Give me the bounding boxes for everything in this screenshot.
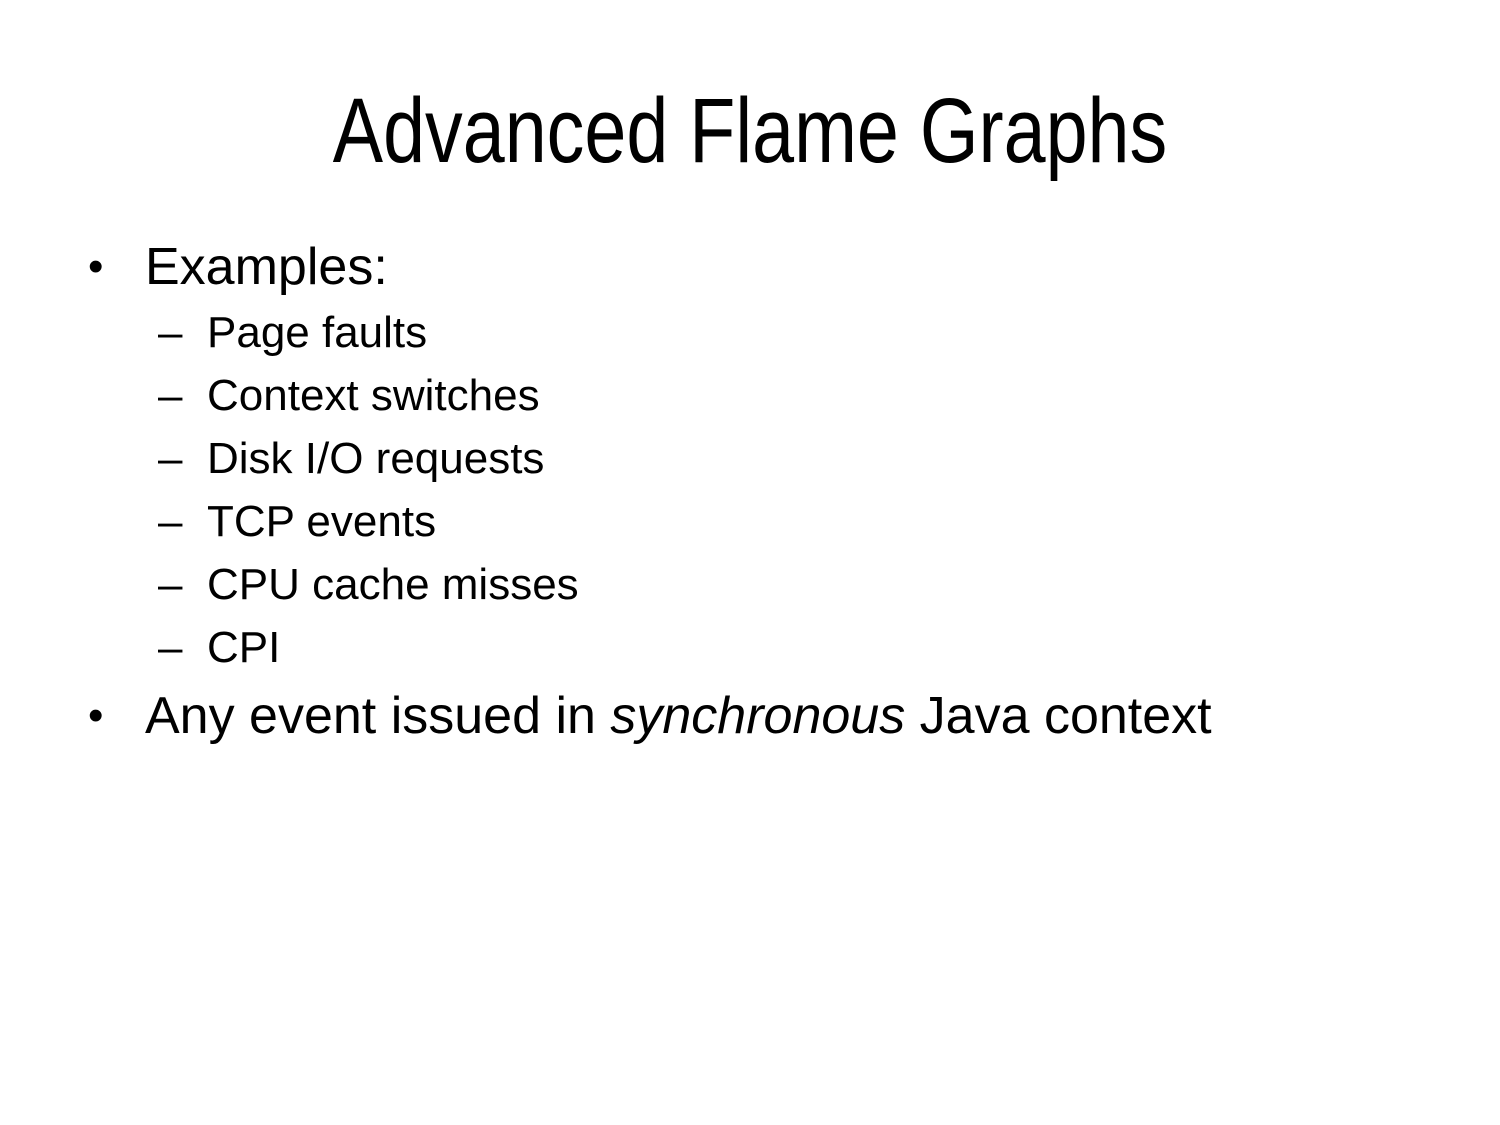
bullet-examples-label: Examples:	[145, 238, 388, 296]
dash-icon: –	[158, 308, 183, 357]
list-item	[0, 301, 579, 364]
list-item	[0, 490, 579, 553]
dash-icon: –	[158, 623, 183, 672]
list-item-label: TCP events	[207, 497, 437, 546]
list-item	[0, 427, 579, 490]
bullet-row-closing	[0, 685, 1500, 748]
bullet-icon: •	[88, 242, 104, 291]
bullet-closing-label	[145, 685, 1212, 747]
closing-prefix: Any event issued in	[145, 687, 611, 745]
dash-icon: –	[158, 560, 183, 609]
list-item-label: CPU cache misses	[207, 560, 579, 609]
list-item-label: Page faults	[207, 308, 428, 357]
dash-icon: –	[158, 434, 183, 483]
dash-icon: –	[158, 371, 183, 420]
list-item	[0, 553, 579, 616]
list-item-label: CPI	[207, 623, 281, 672]
slide-title: Advanced Flame Graphs	[332, 80, 1168, 182]
list-item	[0, 616, 579, 679]
bullet-icon: •	[88, 691, 104, 740]
examples-sublist	[0, 301, 579, 679]
closing-suffix: Java context	[905, 687, 1212, 745]
list-item-label: Disk I/O requests	[207, 434, 545, 483]
list-item-label: Context switches	[207, 371, 540, 420]
closing-italic-word: synchronous	[610, 687, 906, 745]
bullet-row-examples	[0, 236, 1500, 299]
dash-icon: –	[158, 497, 183, 546]
list-item	[0, 364, 579, 427]
